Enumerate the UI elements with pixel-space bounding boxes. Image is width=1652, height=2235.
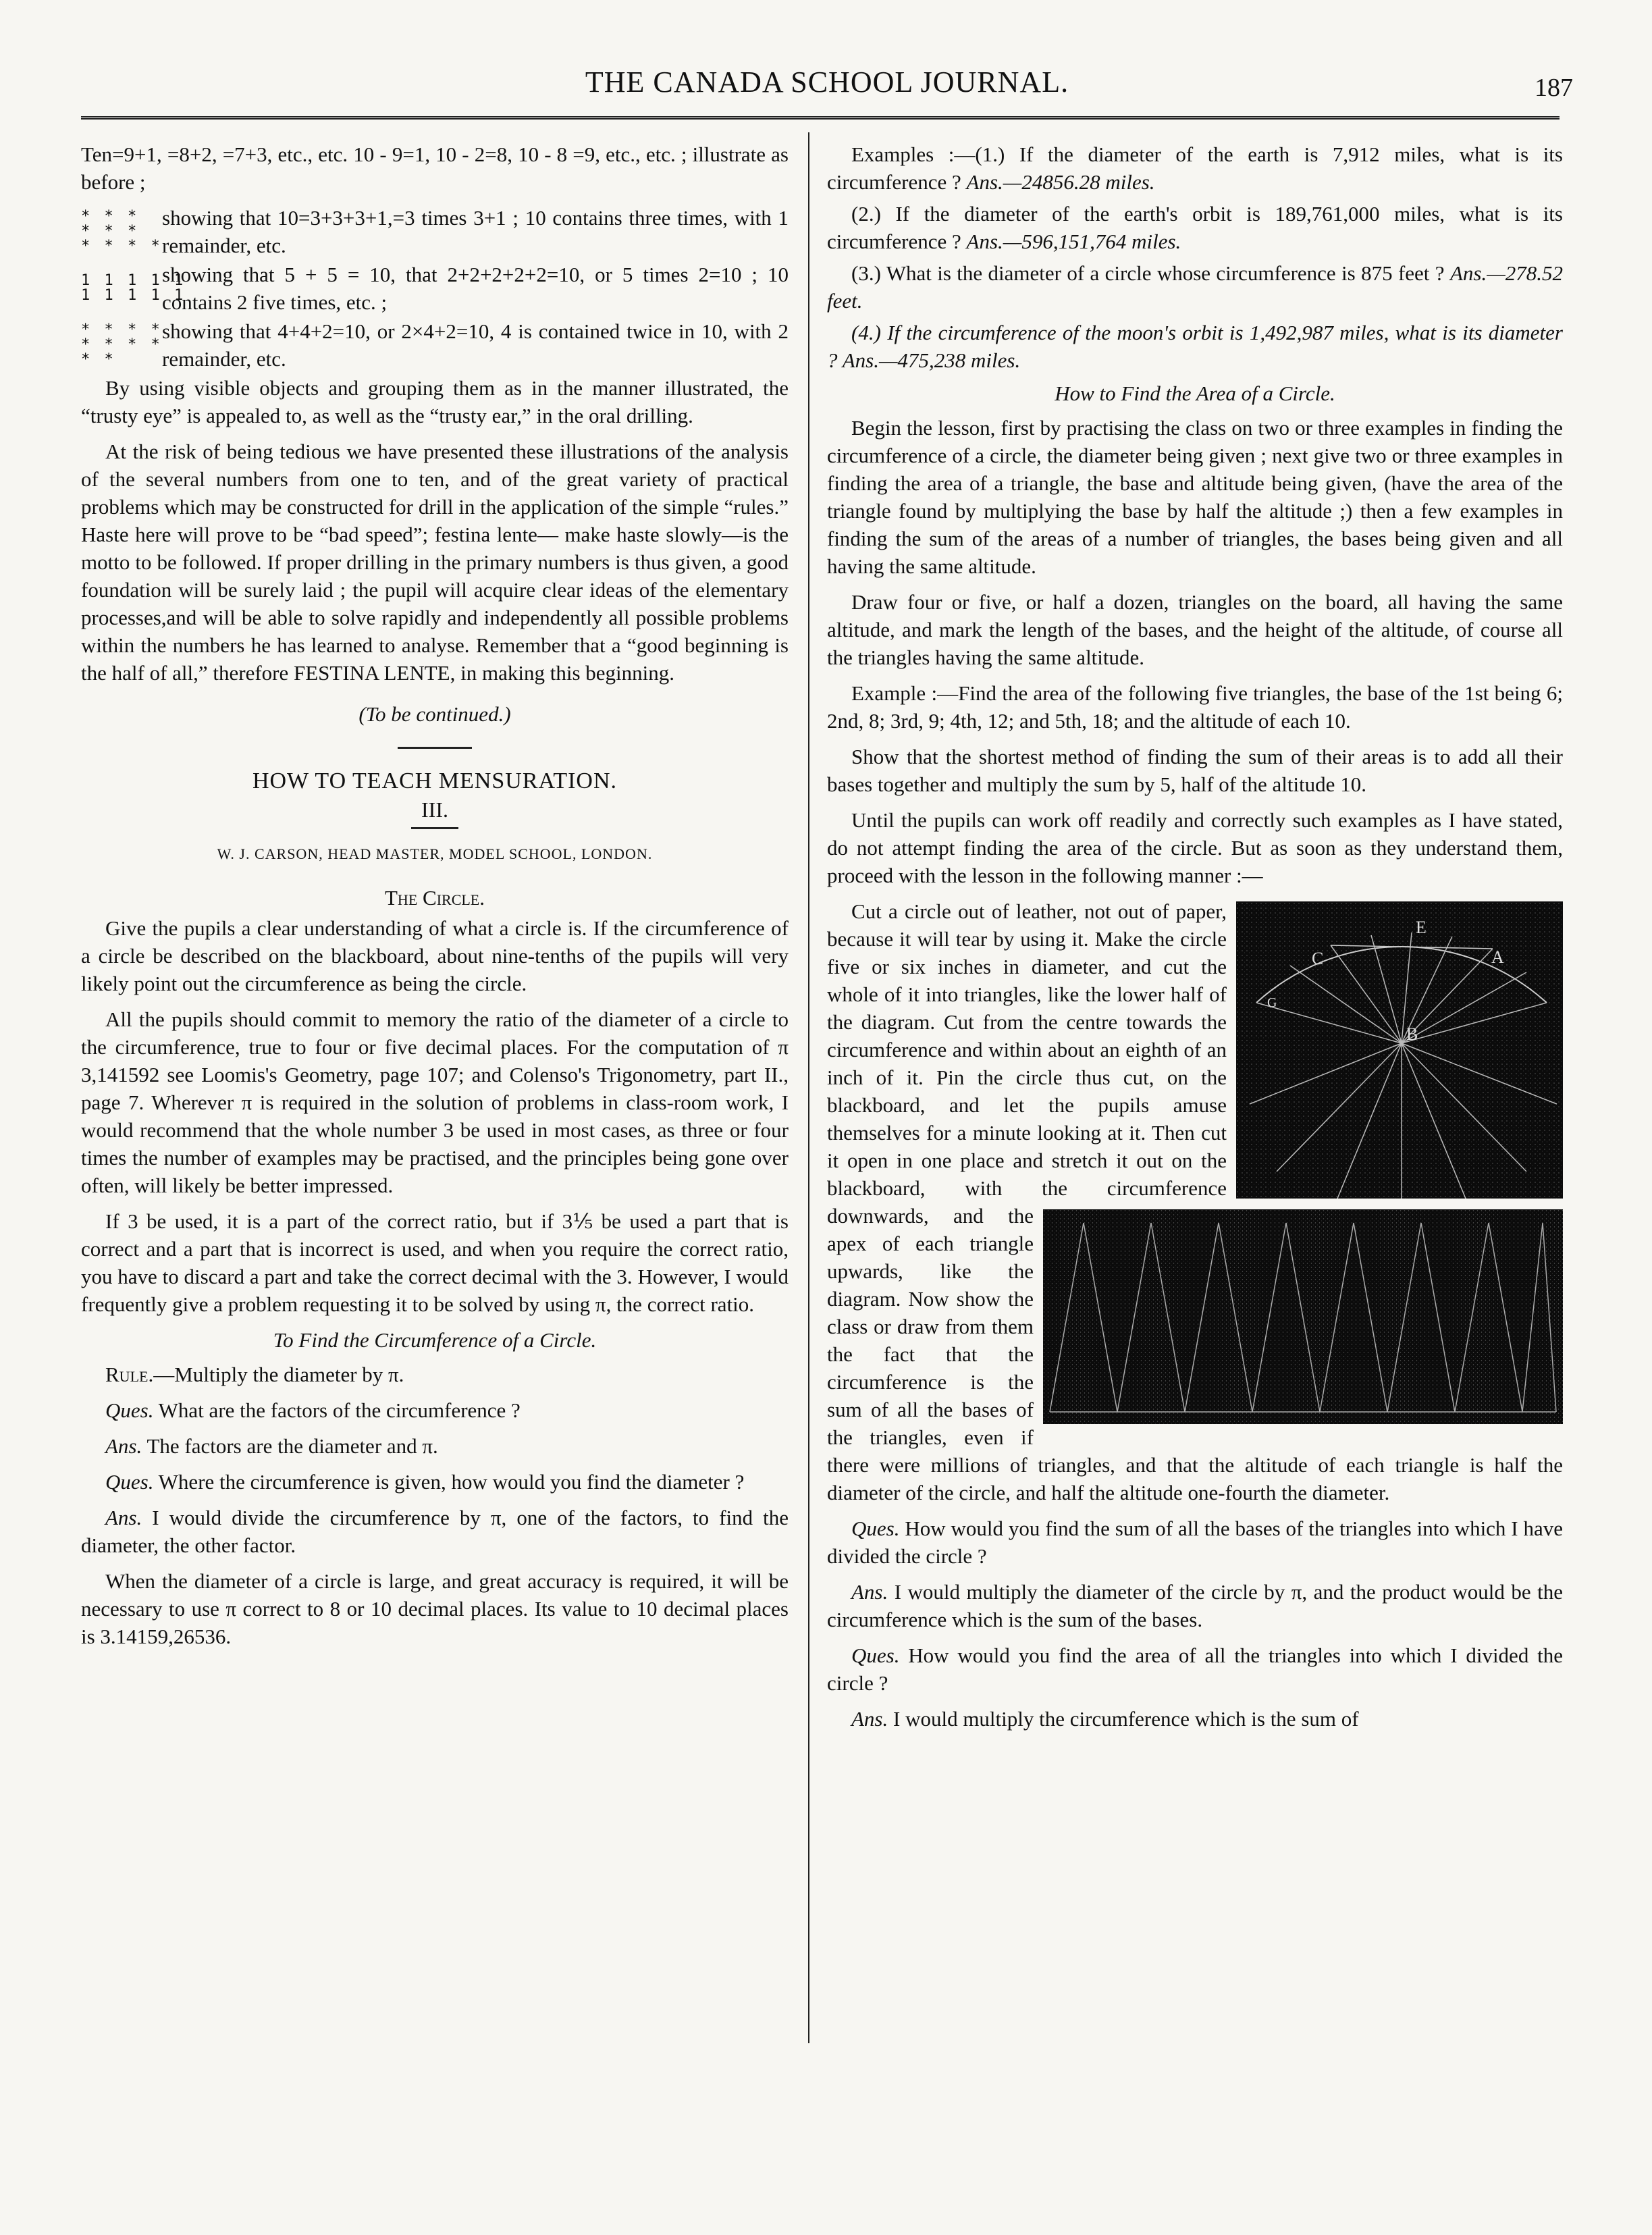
right-qa-3: [827, 1641, 1563, 1697]
example-3: [827, 259, 1563, 315]
right-para-2: Draw four or five, or half a dozen, triangles on the board, all having the same altitude, and mark the length of the bases, and the height of the altitude, of course all the triangles having the same altitude.: [827, 590, 1563, 669]
dot-text-2: showing that 5 + 5 = 10, that 2+2+2+2+2=10, or 5 times 2=10 ; 10 contains 2 five times, etc. ;: [162, 263, 789, 314]
qa-text: How would you find the area of all the triangles into which I divided the circle ?: [827, 1644, 1564, 1695]
qa-text: I would multiply the circumference which is the sum of: [893, 1707, 1359, 1731]
qa-text: Where the circumference is given, how would you find the diameter ?: [158, 1470, 745, 1494]
circle-diagram: [1236, 901, 1563, 1199]
label-b: B: [1406, 1024, 1418, 1044]
dot-glyph-2: 1 1 1 1 1 1 1 1 1 1: [81, 272, 186, 304]
right-column: [827, 140, 1563, 1741]
byline: W. J. CARSON, HEAD MASTER, MODEL SCHOOL, LONDON.: [217, 845, 653, 862]
qa-4: [81, 1504, 789, 1559]
left-para-6: If 3 be used, it is a part of the correct ratio, but if 3⅕ be used a part that is correct and a part that is incorrect is used, and when you require the correct ratio, you have to discard a part and take the correct decimal with the 3. However, I would frequently give a problem requesting it to be solved by using π, the correct ratio.: [81, 1209, 789, 1316]
triangles-diagram: [1043, 1209, 1563, 1424]
dot-illustration-1: [81, 204, 789, 259]
qa-label: Ques.: [851, 1517, 900, 1540]
qa-label: Ans.: [851, 1580, 888, 1604]
dot-glyph-3: * * * * * * * * * *: [81, 321, 163, 368]
left-para-2: By using visible objects and grouping them as in the manner illustrated, the “trusty eye” is appealed to, as well as the “trusty ear,” in the oral drilling.: [81, 376, 789, 427]
right-para-4: Show that the shortest method of finding the sum of their areas is to add all their bases together and multiply the sum by 5, half of the altitude 10.: [827, 745, 1563, 796]
qa-label: Ans.: [105, 1506, 142, 1529]
column-rule: [808, 132, 809, 2043]
to-be-continued: (To be continued.): [358, 702, 511, 726]
dot-glyph-1: * * * * * * * * * *: [81, 208, 163, 255]
right-para-3: Example :—Find the area of the following five triangles, the base of the 1st being 6; 2nd, 8; 3rd, 9; 4th, 12; and 5th, 18; and the altitude of each 10.: [827, 681, 1563, 733]
example-text: (4.) If the circumference of the moon's orbit is 1,492,987 miles, what is its diameter ?: [827, 321, 1563, 372]
right-para-6: Cut a circle out of leather, not out of paper, because it will tear by using it. Make the circle five or six inches in diameter, and cut the whole of it into triangles, like the lower half of the diagram. Cut from the centre towards the circumference and within about an eighth of an inch of it. Pin the circle thus cut, on the blackboard, and let the pupils amuse themselves for a minute looking at it. Then cut it open in one place and stretch it out on the blackboard, with the circumference downwards, and the apex of each triangle upwards, like the diagram. Now show the class or draw from them the fact that the circumference is the sum of all the bases of the triangles, even if there were millions of triangles, and that the altitude of each triangle is half the diameter of the circle, and half the altitude one-fourth the diameter.: [827, 899, 1563, 1504]
running-head: [81, 65, 1573, 112]
qa-text: The factors are the diameter and π.: [146, 1434, 438, 1458]
left-para-4: Give the pupils a clear understanding of what a circle is. If the circumference of a circle be described on the blackboard, about nine-tenths of the pupils will very likely point out the circumference as being the circle.: [81, 916, 789, 995]
left-para-3: At the risk of being tedious we have presented these illustrations of the analysis of the several numbers from one to ten, and of the great variety of practical problems which may be constructed for drill in the application of the simple “rules.” Haste here will prove to be “bad speed”; festina lente— make haste slowly—is the motto to be followed. If proper drilling in the primary numbers is thus given, a good foundation will be surely laid ; the pupil will acquire clear ideas of the elementary processes,and will be able to solve rapidly and independently all possible problems within the numbers he has learned to analyse. Remember that a “good beginning is the half of all,” therefore FESTINA LENTE, in making this beginning.: [81, 440, 789, 685]
qa-text: I would divide the circumference by π, one of the factors, to find the diameter, the other factor.: [81, 1506, 789, 1557]
qa-2: [81, 1432, 789, 1460]
example-text: (3.) What is the diameter of a circle whose circumference is 875 feet ?: [851, 261, 1445, 285]
dot-illustration-3: [81, 317, 789, 373]
journal-title: THE CANADA SCHOOL JOURNAL.: [585, 65, 1069, 99]
article-number: III.: [421, 797, 448, 822]
qa-label: Ques.: [105, 1398, 154, 1422]
example-answer: Ans.—24856.28 miles.: [966, 170, 1155, 194]
left-para-5: All the pupils should commit to memory the ratio of the diameter of a circle to the circumference, true to four or five decimal places. For the computation of π 3,141592 see Loomis's Geometry, page 107; and Colenso's Trigonometry, part II., page 7. Wherever π is required in the solution of problems in class-room work, I would recommend that the whole number 3 be used in most cases, as three or four times the number of examples may be practised, and the principles being gone over often, will likely be better impressed.: [81, 1007, 789, 1197]
right-qa-1: [827, 1515, 1563, 1570]
qa-label: Ques.: [105, 1470, 154, 1494]
dot-text-1: showing that 10=3+3+3+1,=3 times 3+1 ; 10 contains three times, with 1 remainder, etc.: [162, 206, 789, 257]
section-rule: [398, 747, 472, 749]
qa-label: Ques.: [851, 1644, 900, 1667]
example-text: Examples :—(1.) If the diameter of the earth is 7,912 miles, what is its circumference ?: [827, 142, 1563, 194]
qa-label: Ans.: [105, 1434, 142, 1458]
qa-text: What are the factors of the circumference ?: [158, 1398, 521, 1422]
qa-label: Ans.: [851, 1707, 888, 1731]
qa-3: [81, 1468, 789, 1496]
label-e: E: [1416, 918, 1427, 937]
title-rule: [411, 827, 458, 829]
example-answer: Ans.—475,238 miles.: [842, 348, 1021, 372]
example-answer: Ans.—596,151,764 miles.: [966, 230, 1181, 253]
left-para-7: When the diameter of a circle is large, and great accuracy is required, it will be necessary to use π correct to 8 or 10 decimal places. Its value to 10 decimal places is 3.14159,26536.: [81, 1569, 789, 1648]
qa-text: How would you find the sum of all the bases of the triangles into which I have divided the circle ?: [827, 1517, 1564, 1568]
right-para-1: Begin the lesson, first by practising the class on two or three examples in finding the circumference of a circle, the diameter being given ; next give two or three examples in finding the area of a triangle, the base and altitude being given, (have the area of the triangle found by multiplying the base by half the altitude ;) then a few examples in finding the sum of the areas of a number of triangles, the bases being given and all having the same altitude.: [827, 416, 1563, 578]
rule-text: —Multiply the diameter by π.: [153, 1363, 404, 1386]
label-c: C: [1312, 949, 1324, 968]
right-qa-4: [827, 1705, 1563, 1733]
rule-label: Rule.: [105, 1363, 154, 1386]
example-1: [827, 140, 1563, 196]
right-qa-2: [827, 1578, 1563, 1633]
page-number: 187: [1535, 74, 1573, 102]
article-title: HOW TO TEACH MENSURATION.: [252, 768, 618, 793]
header-rule: [81, 116, 1560, 121]
subhead-area: How to Find the Area of a Circle.: [1055, 382, 1335, 405]
left-column: [81, 140, 789, 1658]
label-a: A: [1491, 947, 1504, 967]
example-answer: Ans.—278.52 feet.: [827, 261, 1564, 313]
rule-line: [81, 1361, 789, 1388]
circle-diagram-svg: [1236, 901, 1563, 1199]
example-text: (2.) If the diameter of the earth's orbit is 189,761,000 miles, what is its circumference ?: [827, 202, 1563, 253]
qa-1: [81, 1396, 789, 1424]
triangles-diagram-svg: [1043, 1209, 1563, 1424]
dot-text-3: showing that 4+4+2=10, or 2×4+2=10, 4 is contained twice in 10, with 2 remainder, etc.: [162, 319, 789, 371]
dot-illustration-2: [81, 261, 789, 316]
label-g: G: [1267, 995, 1277, 1010]
left-para-1: Ten=9+1, =8+2, =7+3, etc., etc. 10 - 9=1, 10 - 2=8, 10 - 8 =9, etc., etc. ; illustrate as before ;: [81, 142, 789, 194]
qa-text: I would multiply the diameter of the circle by π, and the product would be the circumference which is the sum of the bases.: [827, 1580, 1563, 1631]
subhead-circumference: To Find the Circumference of a Circle.: [273, 1328, 597, 1352]
section-head-circle: The Circle.: [385, 886, 485, 910]
right-para-5: Until the pupils can work off readily and correctly such examples as I have stated, do not attempt finding the area of the circle. But as soon as they understand them, proceed with the lesson in the following manner :—: [827, 808, 1563, 887]
example-2: [827, 200, 1563, 255]
example-4: [827, 319, 1563, 374]
